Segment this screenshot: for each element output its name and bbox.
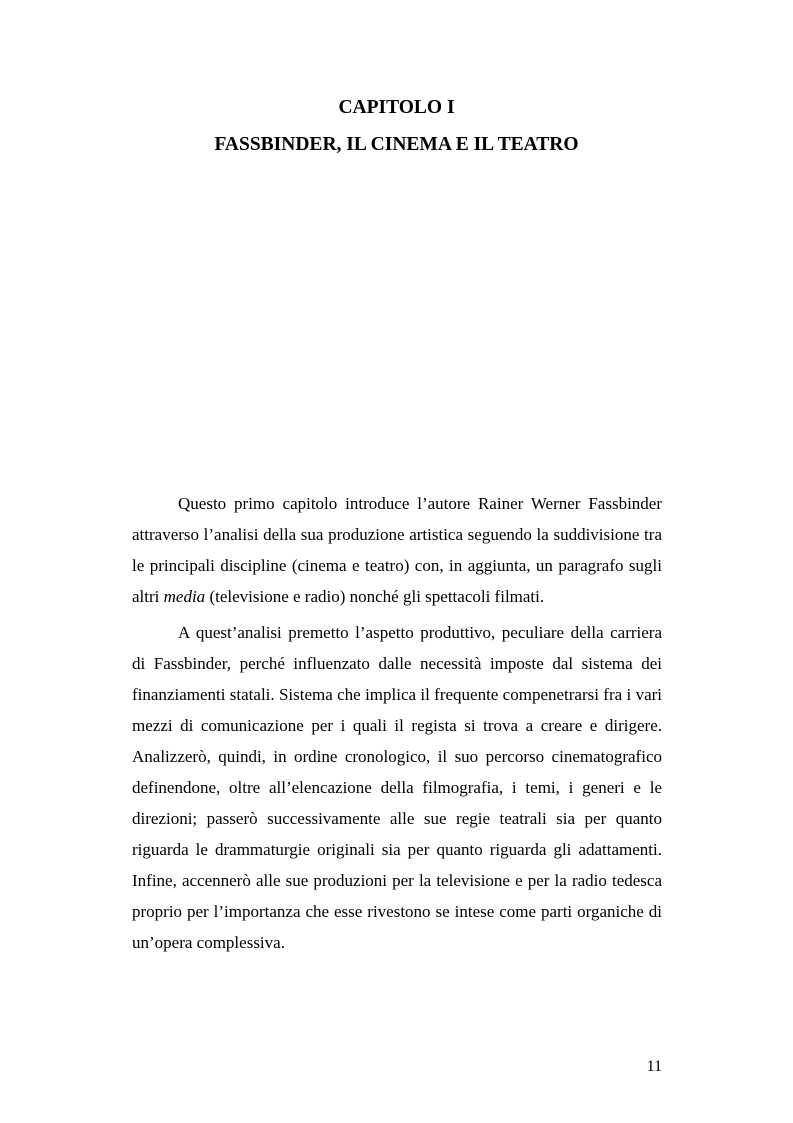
emphasis-media: media (163, 587, 206, 606)
paragraph-intro (132, 488, 662, 612)
chapter-number: CAPITOLO I (338, 97, 455, 118)
paragraph-intro-text-after: (televisione e radio) nonché gli spettacoli filmati. (205, 587, 545, 606)
page-number: 11 (646, 1058, 662, 1075)
paragraph-intro-text-before: Questo primo capitolo introduce l’autore Rainer Werner Fassbinder attraverso l’analisi della sua produzione artistica seguendo la suddivisione tra le principali discipline (cinema e teatro) con, in aggiunta, un paragrafo sugli altri (132, 494, 662, 606)
paragraph-outline: A quest’analisi premetto l’aspetto produttivo, peculiare della carriera di Fassbinder, perché influenzato dalle necessità imposte dal sistema dei finanziamenti statali. Sistema che implica il frequente compenetrarsi fra i vari mezzi di comunicazione per i quali il regista si trova a creare e dirigere. Analizzerò, quindi, in ordine cronologico, il suo percorso cinematografico definendone, oltre all’elencazione della filmografia, i temi, i generi e le direzioni; passerò successivamente alle sue regie teatrali sia per quanto riguarda le drammaturgie originali sia per quanto riguarda gli adattamenti. Infine, accennerò alle sue produzioni per la televisione e per la radio tedesca proprio per l’importanza che esse rivestono se intese come parti organiche di un’opera complessiva. (132, 623, 662, 952)
body-text (132, 488, 662, 963)
chapter-title: FASSBINDER, IL CINEMA E IL TEATRO (214, 134, 579, 155)
